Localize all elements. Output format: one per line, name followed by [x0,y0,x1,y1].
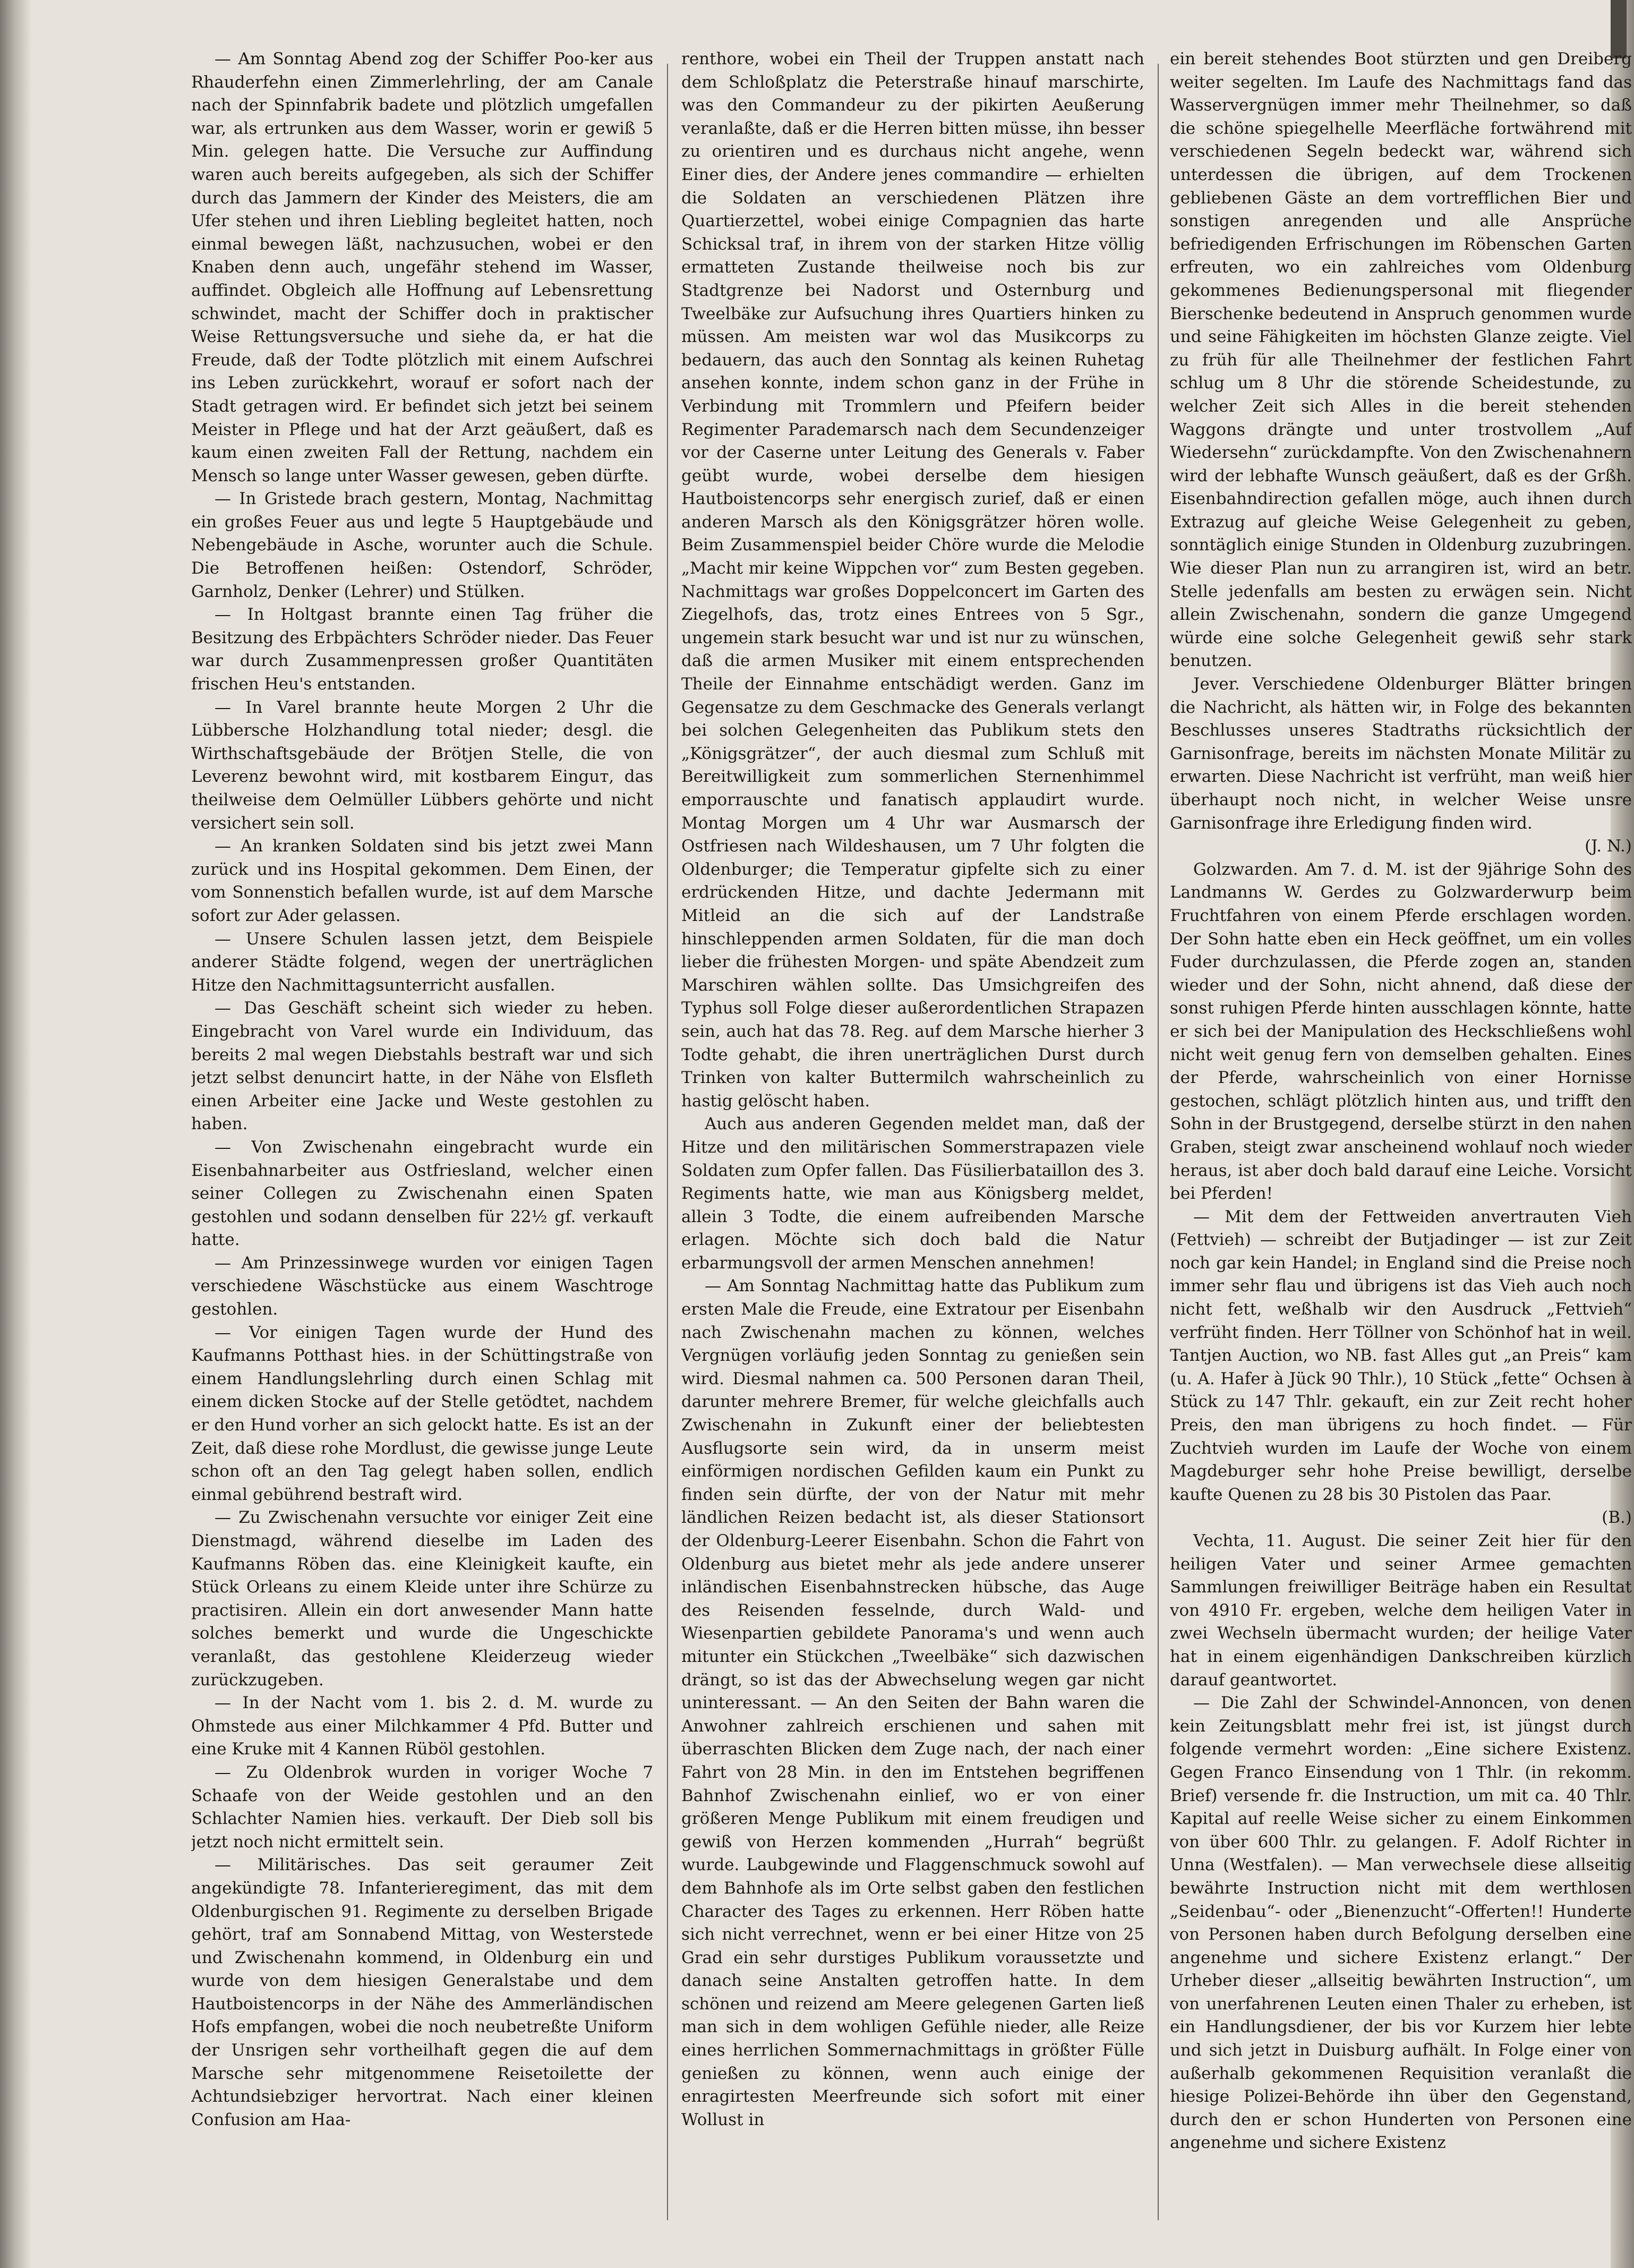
column-divider [1158,64,1159,2220]
article-excursion-continued: ein bereit stehendes Boot stürzten und gen Dreiberg weiter segelten. Im Laufe des Nachmittags fand das Wasservergnügen immer mehr Theilnehmer, so daß die schöne spiegelhelle Meerfläche fortwährend mit verschiedenen Segeln bedeckt war, während sich unterdessen die übrigen, auf dem Trockenen gebliebenen Gäste an dem vortrefflichen Bier und sonstigen anregenden und alle Ansprüche befriedigenden Erfrischungen im Röbenschen Garten erfreuten, wo ein zahlreiches vom Oldenburg gekommenes Bedienungspersonal mit fliegender Bierschenke bedeutend in Anspruch genommen wurde und seine Fähigkeiten im höchsten Glanze zeigte. Viel zu früh für alle Theilnehmer der festlichen Fahrt schlug um 8 Uhr die störende Scheidestunde, zu welcher Zeit sich Alles in die bereit stehenden Waggons drängte und unter trostvollem „Auf Wiedersehn“ zurückdampfte. Von den Zwischenahnern wird der lebhafte Wunsch geäußert, daß es der Grßh. Eisenbahndirection gefallen möge, auch ihnen durch Extrazug auf gleiche Weise Gelegenheit zu geben, sonntäglich einige Stunden in Oldenburg zuzubringen. Wie dieser Plan nun zu arrangiren ist, wird an betr. Stelle jedenfalls am besten zu erwägen sein. Nicht allein Zwischenahn, sondern die ganze Umgegend würde eine solche Gelegenheit gewiß sehr stark benutzen. [1170,49,1632,671]
article-business: — Das Geschäft scheint sich wieder zu heben. Eingebracht von Varel wurde ein Individuum, das bereits 2 mal wegen Diebstahls bestraft war und sich jetzt selbst denuncirt hatte, in der Nähe von Elsfleth einen Arbeiter eine Jacke und Weste gestohlen zu haben. [191,999,653,1134]
article-swindle-ads: — Die Zahl der Schwindel-Annoncen, von denen kein Zeitungsblatt mehr frei ist, ist jüngst durch folgende vermehrt worden: „Eine sichere Existenz. Gegen Franco Einsendung von 1 Thlr. (in rekomm. Brief) versende fr. die Instruction, um mit ca. 40 Thlr. Kapital auf reelle Weise sicher zu einem Einkommen von über 600 Thlr. zu gelangen. F. Adolf Richter in Unna (Westfalen). — Man verwechsele diese allseitig bewährte Instruction nicht mit dem werthlosen „Seidenbau“- oder „Bienenzucht“-Offerten!! Hunderte von Personen haben durch Befolgung derselben eine angenehme und sichere Existenz erlangt.“ Der Urheber dieser „allseitig bewährten Instruction“, um von unerfahrenen Leuten einen Thaler zu erheben, ist ein Handlungsdiener, der bis vor Kurzem hier lebte und sich jetzt in Duisburg aufhält. In Folge einer von außerhalb gekommenen Requisition veranlaßt die hiesige Polizei-Behörde ihn über den Gegenstand, durch den er schon Hunderten von Personen eine angenehme und sichere Existenz [1170,1693,1632,2153]
article-schools: — Unsere Schulen lassen jetzt, dem Beispiele anderer Städte folgend, wegen der unerträglichen Hitze den Nachmittagsunterricht ausfallen. [191,929,653,995]
article-jever: Jever. Verschiedene Oldenburger Blätter bringen die Nachricht, als hätten wir, in Folge des bekannten Beschlusses unseres Stadtraths rücksichtlich der Garnisonfrage, bereits im nächsten Monate Militär zu erwarten. Diese Nachricht ist verfrüht, man weiß hier überhaupt noch nicht, in welcher Weise unsre Garnisonfrage ihre Erledigung finden wird. [1170,675,1632,833]
article-dog: — Vor einigen Tagen wurde der Hund des Kaufmanns Potthast hies. in der Schüttingstraße von einem Handlungslehrling durch einen Schlag mit einem dicken Stocke auf der Stelle getödtet, nachdem er den Hund vorher an sich gelockt hatte. Es ist an der Zeit, daß diese rohe Mordlust, die gewisse junge Leute schon oft an den Tag gelegt haben sollen, endlich einmal gebührend bestraft wird. [191,1323,653,1504]
article-oldenbrok: — Zu Oldenbrok wurden in voriger Woche 7 Schaafe von der Weide gestohlen und an den Schlachter Namien hies. verkauft. Der Dieb soll bis jetzt noch nicht ermittelt sein. [191,1762,653,1852]
source-signature: (B.) [1602,1508,1632,1528]
column-1 [191,48,653,2241]
article-excursion-zwischenahn: — Am Sonntag Nachmittag hatte das Publikum zum ersten Male die Freude, eine Extratour per Eisenbahn nach Zwischenahn machen zu können, welches Vergnügen vorläufig jeden Sonntag zu genießen sein wird. Diesmal nahmen ca. 500 Personen daran Theil, darunter mehrere Bremer, für welche gleichfalls auch Zwischenahn in Zukunft einer der beliebtesten Ausflugsorte sein wird, da in unserm meist einförmigen nordischen Gefilden kaum ein Punkt zu finden sein dürfte, der von der Natur mit mehr ländlichen Reizen bedacht ist, als dieser Stationsort der Oldenburg-Leerer Eisenbahn. Schon die Fahrt von Oldenburg aus bietet mehr als jede andere unserer inländischen Eisenbahnstrecken hübsche, das Auge des Reisenden fesselnde, durch Wald- und Wiesenpartien gebildete Panorama's und wenn auch mitunter ein Stückchen „Tweelbäke“ sich dazwischen drängt, so ist das der Abwechselung wegen gar nicht uninteressant. — An den Seiten der Bahn waren die Anwohner zahlreich erschienen und sahen mit überraschten Blicken dem Zuge nach, der nach einer Fahrt von 28 Min. in den im Entstehen begriffenen Bahnhof Zwischenahn einlief, wo er von einer größeren Menge Publikum mit einem freudigen und gewiß von Herzen kommenden „Hurrah“ begrüßt wurde. Laubgewinde und Flaggenschmuck sowohl auf dem Bahnhofe als im Orte selbst gaben den festlichen Character des Tages zu erkennen. Herr Röben hatte sich nicht verrechnet, wenn er bei einer Hitze von 25 Grad ein sehr durstiges Publikum voraussetzte und danach seine Anstalten getroffen hatte. In dem schönen und reizend am Meere gelegenen Garten ließ man sich in dem wohligen Gefühle nieder, alle Reize eines herrlichen Sommernachmittags in größter Fülle genießen zu können, wenn auch einige der enragirtesten Meerfreunde sich sofort mit einer Wollust in [681,1276,1144,2129]
article-vechta: Vechta, 11. August. Die seiner Zeit hier für den heiligen Vater und seiner Armee gemachten Sammlungen freiwilliger Beiträge haben ein Resultat von 4910 Fr. ergeben, welche dem heiligen Vater in zwei Wechseln übermacht wurden; der heilige Vater hat in einem eigenhändigen Dankschreiben kürzlich darauf geantwortet. [1170,1531,1632,1690]
article-varel-fire: — In Varel brannte heute Morgen 2 Uhr die Lübbersche Holzhandlung total nieder; desgl. die Wirthschaftsgebäude der Brötjen Stelle, die von Leverenz bewohnt wird, mit kostbarem Einguт, das theilweise dem Oelmüller Lübbers gehörte und nicht versichert sein soll. [191,697,653,833]
article-zwischenahn-maid: — Zu Zwischenahn versuchte vor einiger Zeit eine Dienstmagd, während dieselbe im Laden des Kaufmanns Röben das. eine Kleinigkeit kaufte, ein Stück Orleans zu einem Kleide unter ihre Schürze zu practisiren. Allein ein dort anwesender Mann hatte solches bemerkt und wurde die Ungeschicktе veranlaßt, das gestohlene Kleiderzeug wieder zurückzugeben. [191,1508,653,1690]
article-pooker-rescue: — Am Sonntag Abend zog der Schiffer Poo-ker aus Rhauderfehn einen Zimmerlehrling, der am Canale nach der Spinnfabrik badete und plötzlich umgefallen war, als ertrunken aus dem Wasser, worin er gewiß 5 Min. gelegen hatte. Die Versuche zur Auffindung waren auch bereits aufgegeben, als sich der Schiffer durch das Jammern der Kinder des Meisters, die am Ufer stehen und ihren Liebling begleitet hatten, noch einmal bewegen läßt, nachzusuchen, wobei er den Knaben denn auch, ungefähr stehend im Wasser, auffindet. Obgleich alle Hoffnung auf Lebensrettung schwindet, macht der Schiffer doch in praktischer Weise Rettungsversuche und siehe da, er hat die Freude, daß der Todte plötzlich mit einem Aufschrei ins Leben zurückkehrt, worauf er sofort nach der Stadt getragen wird. Er befindet sich jetzt bei seinem Meister in Pflege und hat der Arzt geäußert, daß es kaum einen zweiten Fall der Rettung, nachdem ein Mensch so lange unter Wasser gewesen, geben dürfte. [191,49,653,485]
article-military: — Militärisches. Das seit geraumer Zeit angekündigte 78. Infanterieregiment, das mit dem Oldenburgischen 91. Regimente zu derselben Brigade gehört, traf am Sonnabend Mittag, von Westerstede und Zwischenahn kommend, in Oldenburg ein und wurde von dem hiesigen Generalstabe und dem Hautboistencorps in der Nähe des Ammerländischen Hofs empfangen, wobei die noch neubetreßte Uniform der Unsrigen sehr vortheilhaft gegen die auf dem Marsche sehr mitgenommene Reisetoilette der Achtundsiebziger hervortrat. Nach einer kleinen Confusion am Haa- [191,1855,653,2129]
source-signature: (J. N.) [1585,837,1632,856]
column-2 [681,48,1144,2241]
article-holtgast-fire: — In Holtgast brannte einen Tag früher die Besitzung des Erbpächters Schröder nieder. Das Feuer war durch Zusammenpressen großer Quantitäten frischen Heu's entstanden. [191,605,653,694]
article-golzwarden: Golzwarden. Am 7. d. M. ist der 9jährige Sohn des Landmanns W. Gerdes zu Golzwarderwurp beim Fruchtfahren von einem Pferde erschlagen worden. Der Sohn hatte eben ein Heck geöffnet, um ein volles Fuder durchzulassen, die Pferde zogen an, standen wieder und der Sohn, nicht ahnend, daß diese der sonst ruhigen Pferde hinten ausschlagen könnte, hatte er sich bei der Manipulation des Heckschließens wohl nicht weit genug fern von demselben gehalten. Eines der Pferde, wahrscheinlich von einer Hornisse gestochen, schlägt plötzlich hinten aus, und trifft den Sohn in der Brustgegend, derselbe stürzt in den nahen Graben, steigt zwar anscheinend wohlauf noch wieder heraus, ist aber doch bald darauf eine Leiche. Vorsicht bei Pferden! [1170,859,1632,1204]
article-fettvieh: — Mit dem der Fettweiden anvertrauten Vieh (Fettvieh) — schreibt der Butjadinger — ist zur Zeit noch gar kein Handel; in England sind die Preise noch immer sehr flau und übrigens ist das Vieh auch noch nicht fett, weßhalb wir den Ausdruck „Fettvieh“ verfrüht finden. Herr Töllner von Schönhof hat in weil. Tantjen Auction, wo NB. fast Alles gut „an Preis“ kam (u. A. Hafer à Jück 90 Thlr.), 10 Stück „fette“ Ochsen à Stück zu 147 Thlr. gekauft, ein zur Zeit recht hoher Preis, den man übrigens zu hoch findet. — Für Zuchtvieh wurden im Laufe der Woche von einem Magdeburger sehr hohe Preise bewilligt, derselbe kaufte Quenen zu 28 bis 30 Pistolen das Paar. [1170,1207,1632,1504]
article-gristede-fire: — In Gristede brach gestern, Montag, Nachmittag ein großes Feuer aus und legte 5 Hauptgebäude und Nebengebäude in Asche, worunter auch die Schule. Die Betroffenen heißen: Ostendorf, Schröder, Garnholz, Denker (Lehrer) und Stülken. [191,489,653,601]
article-sick-soldiers: — An kranken Soldaten sind bis jetzt zwei Mann zurück und ins Hospital gekommen. Dem Einen, der vom Sonnenstich befallen wurde, ist auf dem Marsche sofort zur Ader gelassen. [191,837,653,925]
article-military-continued: renthore, wobei ein Theil der Truppen anstatt nach dem Schloßplatz die Peterstraße hinauf marschirte, was den Commandeur zu der pikirten Aeußerung veranlaßte, daß er die Herren bitten müsse, ihn besser zu orientiren und es durchaus nicht angehe, wenn Einer dies, der Andere jenes commandire — erhielten die Soldaten an verschiedenen Plätzen ihre Quartierzettel, wobei einige Compagnien das harte Schicksal traf, in ihrem von der starken Hitze völlig ermatteten Zustande theilweise noch bis zur Stadtgrenze bei Nadorst und Osternburg und Tweelbäke zur Aufsuchung ihres Quartiers hinken zu müssen. Am meisten war wol das Musikcorps zu bedauern, das auch den Sonntag als keinen Ruhetag ansehen konnte, indem schon ganz in der Frühe in Verbindung mit Trommlern und Pfeifern beider Regimenter Parademarsch nach dem Secundenzeiger vor der Caserne unter Leitung des Generals v. Faber geübt wurde, wobei derselbe dem hiesigen Hautboistencorps sehr energisch zurief, daß er einen anderen Marsch als den Königsgrätzer hören wolle. Beim Zusammenspiel beider Chöre wurde die Melodie „Macht mir keine Wippchen vor“ zum Besten gegeben. Nachmittags war großes Doppelconcert im Garten des Ziegelhofs, das, trotz eines Entrees von 5 Sgr., ungemein stark besucht war und ist nur zu wünschen, daß die armen Musiker mit einem entsprechenden Theile der Einnahme entschädigt werden. Ganz im Gegensatze zu dem Geschmacke des Generals verlangt bei solchen Gelegenheiten das Publikum stets den „Königsgrätzer“, der auch diesmal zum Schluß mit Bereitwilligkeit zum sommerlichen Sternenhimmel emporrauschte und fanatisch applaudirt wurde. Montag Morgen um 4 Uhr war Ausmarsch der Ostfriesen nach Wildeshausen, um 7 Uhr folgten die Oldenburger; die Temperatur gipfelte sich zu einer erdrückenden Hitze, und dachte Jedermann mit Mitleid an die sich auf der Landstraße hinschleppenden armen Soldaten, für die man doch lieber die frühesten Morgen- und späte Abendzeit zum Marschiren wählen sollte. Das Umsichgreifen des Typhus soll Folge dieser außerordentlichen Strapazen sein, auch hat das 78. Reg. auf dem Marsche hierher 3 Todte gehabt, die ihren unerträglichen Durst durch Trinken von kalter Buttermilch wahrscheinlich zu hastig gelöscht haben. [681,49,1144,1111]
column-divider [667,64,668,2220]
article-prinzessinweg: — Am Prinzessinwege wurden vor einigen Tagen verschiedene Wäschstücke aus einem Waschtroge gestohlen. [191,1253,653,1319]
book-spine-shadow [0,0,32,2268]
column-3 [1170,48,1632,2241]
article-zwischenahn-spade: — Von Zwischenahn eingebracht wurde ein Eisenbahnarbeiter aus Ostfriesland, welcher einen seiner Collegen zu Zwischenahn einen Spaten gestohlen und sodann denselben für 22½ gf. verkauft hatte. [191,1137,653,1250]
article-heat-soldiers: Auch aus anderen Gegenden meldet man, daß der Hitze und den militärischen Sommerstrapazen viele Soldaten zum Opfer fallen. Das Füsilierbataillon des 3. Regiments hatte, wie man aus Königsberg meldet, allein 3 Todte, die einem aufreibenden Marsche erlagen. Möchte sich doch bald die Natur erbarmungsvoll der armen Menschen annehmen! [681,1114,1144,1273]
article-ohmstede: — In der Nacht vom 1. bis 2. d. M. wurde zu Ohmstede aus einer Milchkammer 4 Pfd. Butter und eine Kruke mit 4 Kannen Rüböl gestohlen. [191,1693,653,1759]
